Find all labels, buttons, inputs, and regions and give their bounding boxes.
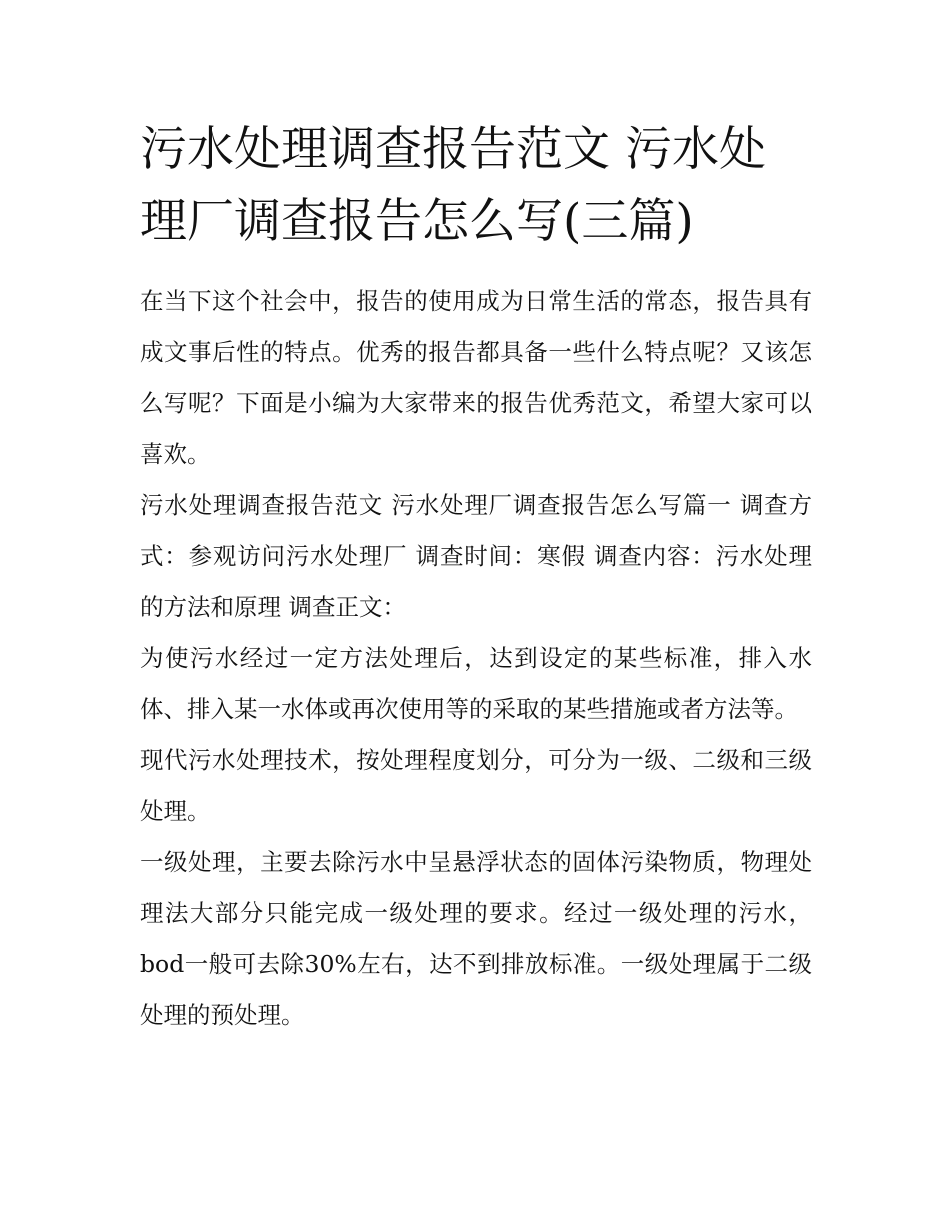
paragraph-survey-info: 污水处理调查报告范文 污水处理厂调查报告怎么写篇一 调查方式：参观访问污水处理厂 调查时间：寒假 调查内容：污水处理的方法和原理 调查正文： (140, 491, 812, 621)
paragraph-primary-treatment: 一级处理，主要去除污水中呈悬浮状态的固体污染物质，物理处理法大部分只能完成一级处理的要求。经过一级处理的污水，bod一般可去除30%左右，达不到排放标准。一级处理属于二级处理的预处理。 (140, 848, 812, 1029)
document-body (140, 276, 812, 1041)
document-title: 污水处理调查报告范文 污水处理厂调查报告怎么写(三篇) (140, 122, 766, 249)
paragraph-definition: 为使污水经过一定方法处理后，达到设定的某些标准，排入水体、排入某一水体或再次使用等的采取的某些措施或者方法等。 (140, 644, 812, 723)
paragraph-treatment-levels: 现代污水处理技术，按处理程度划分，可分为一级、二级和三级处理。 (140, 746, 812, 825)
paragraph-intro: 在当下这个社会中，报告的使用成为日常生活的常态，报告具有成文事后性的特点。优秀的报告都具备一些什么特点呢？又该怎么写呢？下面是小编为大家带来的报告优秀范文，希望大家可以喜欢。 (140, 287, 812, 468)
